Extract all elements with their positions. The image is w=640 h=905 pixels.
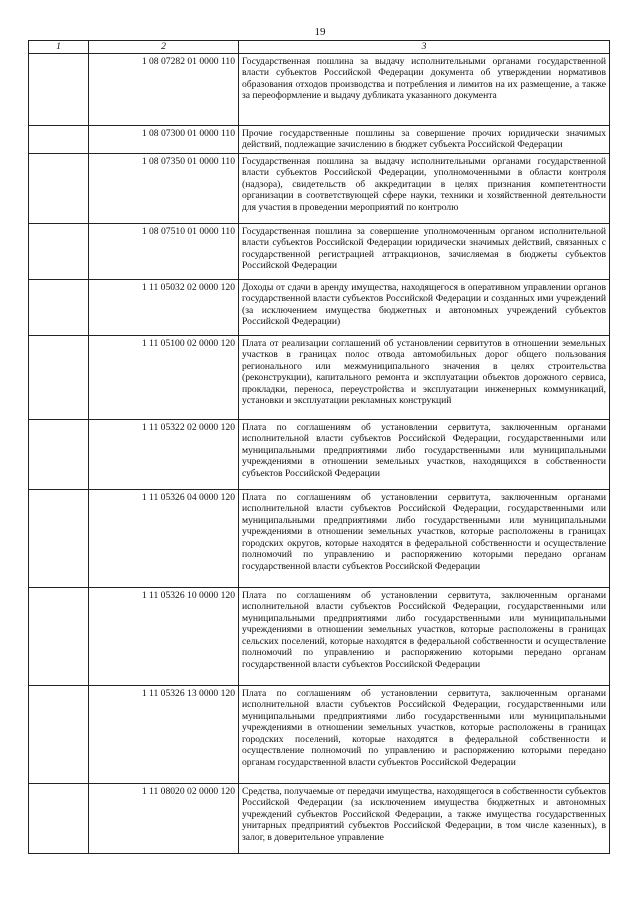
row-number-cell [29, 783, 89, 853]
column-header-1: 1 [29, 41, 89, 54]
revenue-description-cell: Плата по соглашениям об установлении сервитута, заключенным органами исполнительной власти субъектов Российской Федерации, государственными или муниципальными предприятиями либо государственными или муниципальными учреждениями в отношении земельных участков, которые расположены в границах городских поселений, которые находятся в федеральной собственности и осуществление полномочий по управлению и распоряжению которыми передано органам государственной власти субъектов Российской Федерации [239, 685, 610, 783]
budget-code-cell: 1 11 05322 02 0000 120 [89, 419, 239, 489]
table-header-row [29, 41, 610, 54]
row-number-cell [29, 419, 89, 489]
table-row [29, 783, 610, 853]
table-row [29, 685, 610, 783]
revenue-description-cell: Средства, получаемые от передачи имущества, находящегося в собственности субъектов Российской Федерации (за исключением имущества бюджетных и автономных учреждений субъектов Российской Федерации, а также имущества государственных унитарных предприятий субъектов Российской Федерации, в том числе казенных), в залог, в доверительное управление [239, 783, 610, 853]
row-number-cell [29, 223, 89, 279]
row-number-cell [29, 587, 89, 685]
budget-code-cell: 1 11 05326 13 0000 120 [89, 685, 239, 783]
revenue-description-cell: Плата по соглашениям об установлении сервитута, заключенным органами исполнительной власти субъектов Российской Федерации, государственными или муниципальными предприятиями либо государственными или муниципальными учреждениями в отношении земельных участков, находящихся в собственности субъектов Российской Федерации [239, 419, 610, 489]
revenue-description-cell: Государственная пошлина за выдачу исполнительными органами государственной власти субъектов Российской Федерации, уполномоченными в области контроля (надзора), свидетельств об аккредитации в целях признания компетентности организации в соответствующей сфере науки, техники и хозяйственной деятельности для участия в проведении мероприятий по контролю [239, 153, 610, 223]
row-number-cell [29, 53, 89, 125]
column-header-3: 3 [239, 41, 610, 54]
table-row [29, 335, 610, 419]
table-row [29, 279, 610, 335]
row-number-cell [29, 335, 89, 419]
revenue-description-cell: Доходы от сдачи в аренду имущества, находящегося в оперативном управлении органов государственной власти субъектов Российской Федерации и созданных ими учреждений (за исключением имущества бюджетных и автономных учреждений субъектов Российской Федерации) [239, 279, 610, 335]
table-row [29, 223, 610, 279]
row-number-cell [29, 125, 89, 153]
revenue-description-cell: Плата по соглашениям об установлении сервитута, заключенным органами исполнительной власти субъектов Российской Федерации, государственными или муниципальными предприятиями либо государственными или муниципальными учреждениями в отношении земельных участков, которые расположены в границах городских округов, которые находятся в федеральной собственности и осуществление полномочий по управлению и распоряжению которыми передано органам государственной власти субъектов Российской Федерации [239, 489, 610, 587]
table-row [29, 153, 610, 223]
budget-code-cell: 1 11 08020 02 0000 120 [89, 783, 239, 853]
budget-code-cell: 1 11 05100 02 0000 120 [89, 335, 239, 419]
revenue-description-cell: Плата по соглашениям об установлении сервитута, заключенным органами исполнительной власти субъектов Российской Федерации, государственными или муниципальными предприятиями либо государственными или муниципальными учреждениями в отношении земельных участков, которые расположены в границах сельских поселений, которые находятся в федеральной собственности и осуществление полномочий по управлению и распоряжению которыми передано органам государственной власти субъектов Российской Федерации [239, 587, 610, 685]
budget-code-cell: 1 11 05326 04 0000 120 [89, 489, 239, 587]
table-row [29, 419, 610, 489]
table-row [29, 53, 610, 125]
budget-code-cell: 1 08 07282 01 0000 110 [89, 53, 239, 125]
row-number-cell [29, 153, 89, 223]
table-row [29, 587, 610, 685]
revenue-description-cell: Государственная пошлина за выдачу исполнительными органами государственной власти субъектов Российской Федерации документа об утверждении нормативов образования отходов производства и потребления и лимитов на их размещение, а также за переоформление и выдачу дубликата указанного документа [239, 53, 610, 125]
budget-code-cell: 1 11 05032 02 0000 120 [89, 279, 239, 335]
revenue-codes-table [28, 40, 610, 854]
row-number-cell [29, 685, 89, 783]
budget-code-cell: 1 08 07510 01 0000 110 [89, 223, 239, 279]
table-row [29, 125, 610, 153]
budget-code-cell: 1 08 07350 01 0000 110 [89, 153, 239, 223]
budget-code-cell: 1 11 05326 10 0000 120 [89, 587, 239, 685]
revenue-description-cell: Прочие государственные пошлины за совершение прочих юридически значимых действий, подлежащие зачислению в бюджет субъекта Российской Федерации [239, 125, 610, 153]
revenue-description-cell: Плата от реализации соглашений об установлении сервитутов в отношении земельных участков в границах полос отвода автомобильных дорог общего пользования регионального или межмуниципального значения в целях строительства (реконструкции), капитального ремонта и эксплуатации объектов дорожного сервиса, прокладки, переноса, переустройства и эксплуатации инженерных коммуникаций, установки и эксплуатации рекламных конструкций [239, 335, 610, 419]
revenue-description-cell: Государственная пошлина за совершение уполномоченным органом исполнительной власти субъектов Российской Федерации юридически значимых действий, связанных с государственной регистрацией аттракционов, зачисляемая в бюджеты субъектов Российской Федерации [239, 223, 610, 279]
budget-code-cell: 1 08 07300 01 0000 110 [89, 125, 239, 153]
row-number-cell [29, 489, 89, 587]
row-number-cell [29, 279, 89, 335]
table-row [29, 489, 610, 587]
page-number: 19 [314, 26, 326, 38]
column-header-2: 2 [89, 41, 239, 54]
